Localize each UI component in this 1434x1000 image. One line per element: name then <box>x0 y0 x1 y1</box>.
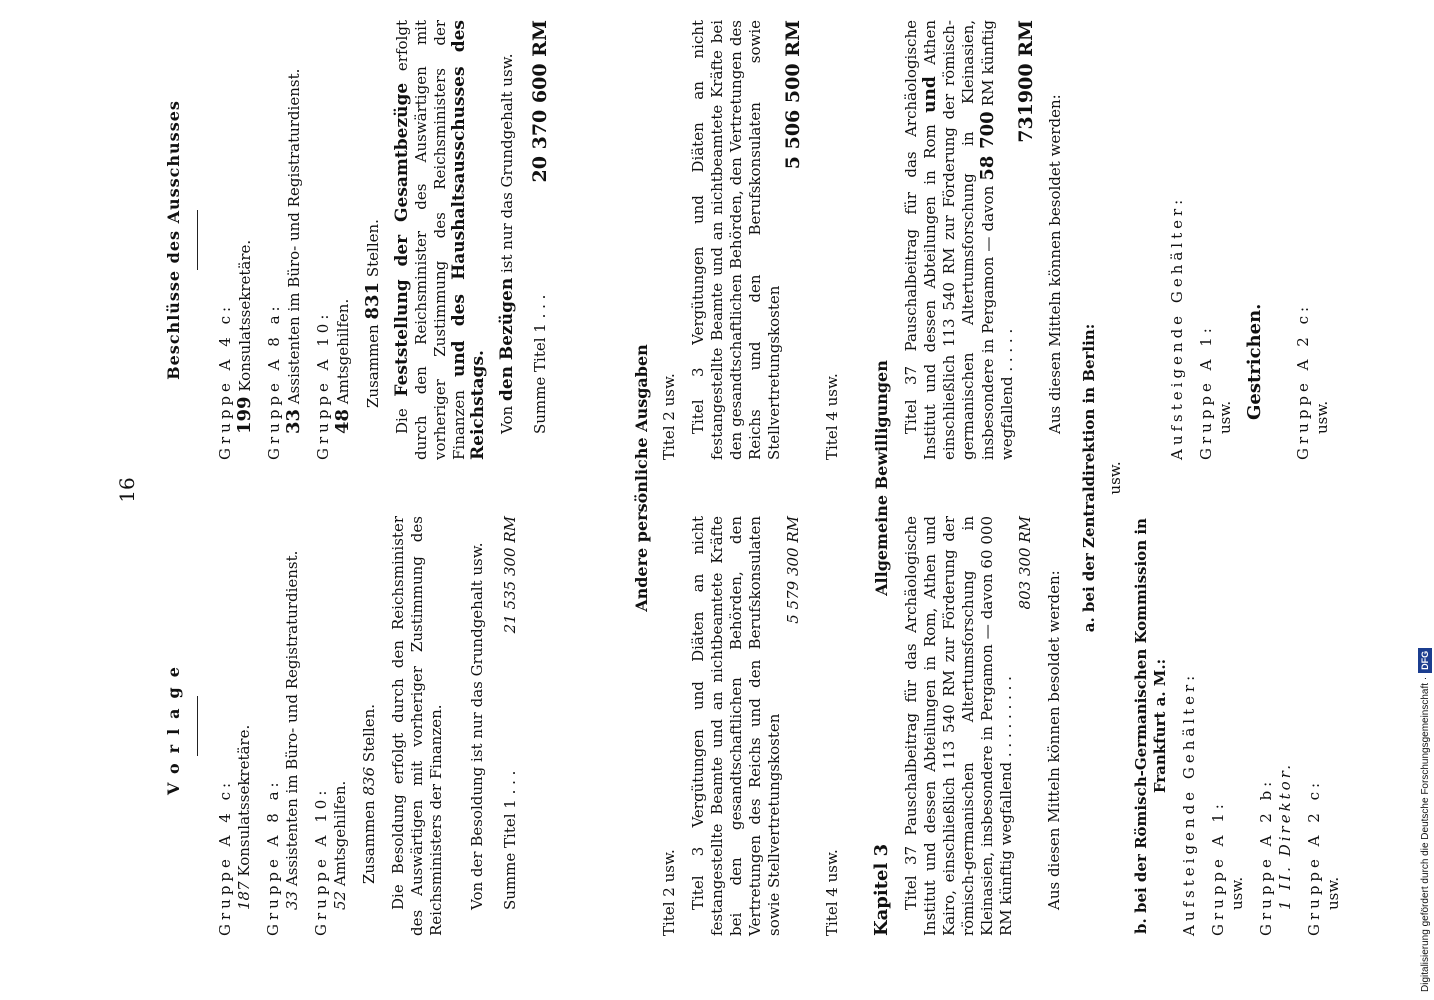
left-titel-37 <box>902 516 1064 936</box>
column-beschluesse <box>164 20 550 460</box>
dfg-logo: DFG <box>1418 648 1432 673</box>
group-entry <box>1305 516 1343 936</box>
right-titel-block <box>660 20 842 460</box>
rotated-document-page <box>40 20 1430 960</box>
group-label: Gruppe A 4 c: <box>216 302 234 460</box>
titel-37-text <box>902 20 1017 460</box>
group-text: Amtsgehilfen. <box>331 780 349 887</box>
group-count: 48 <box>332 408 353 434</box>
summe-value: 21 535 300 RM <box>501 516 519 634</box>
group-label: Gruppe A 1: <box>1209 800 1227 936</box>
vorlage-heading: Vorlage <box>164 657 183 795</box>
besoldung-grundgehalt: Von der Besoldung ist nur das Grundgehalt usw. <box>468 542 486 910</box>
t37-text: Titel 37 Pauschalbeitrag für das Archäologische Institut und dessen Abteilungen in Rom <box>902 20 939 460</box>
titel-4: Titel 4 usw. <box>823 373 841 460</box>
t37-text: RM künftig wegfallend . . . . . <box>979 20 1016 460</box>
summe-label: Summe Titel 1 . . . <box>501 770 519 910</box>
summe-value: 20 370 600 RM <box>529 20 551 183</box>
group-entry <box>265 20 304 460</box>
page-number: 16 <box>115 477 139 503</box>
group-label: Gruppe A 2 b: <box>1257 777 1275 936</box>
group-label: Gruppe A 10: <box>312 786 330 936</box>
t37-bold: 58 700 <box>977 111 998 181</box>
titel-37-value: 731900 RM <box>1015 20 1037 143</box>
left-titel-block <box>660 516 842 936</box>
group-label: Gruppe A 2 c: <box>1294 302 1312 460</box>
group-text: usw. <box>1324 876 1342 910</box>
group-text: Assistenten im Büro- und Registraturdienst. <box>285 68 303 405</box>
t37-bold: und <box>920 76 940 113</box>
titel-4: Titel 4 usw. <box>823 849 841 936</box>
group-count: 33 <box>283 408 304 434</box>
titel-3-text: Titel 3 Vergütungen und Diäten an nicht festangestellte Beamte und an nichtbeamtete Kräfte bei den gesandtschaftlichen Behörden, den Vertretungen des Reichs und den Berufskonsulaten sowie Stellvertretungskosten <box>689 20 783 460</box>
digitization-credit <box>1418 8 1432 992</box>
titel-2: Titel 2 usw. <box>660 849 678 936</box>
bezuegen-paragraph <box>498 20 517 460</box>
zusammen-count: 836 <box>360 766 378 796</box>
gestrichen-note: Gestrichen. <box>1244 303 1265 420</box>
mitteln-line: Aus diesen Mitteln können besoldet werden: <box>1045 570 1063 910</box>
zusammen-line <box>360 516 379 884</box>
summe-label: Summe Titel 1 . . . <box>531 294 549 434</box>
titel-37-value: 803 300 RM <box>1016 516 1034 610</box>
section-andere: Andere persönliche Ausgaben <box>632 344 651 612</box>
mitteln-line: Aus diesen Mitteln können besoldet werden: <box>1046 94 1064 434</box>
group-text: Assistenten im Büro- und Registraturdienst. <box>283 550 301 887</box>
group-label: Gruppe A 10: <box>314 310 332 460</box>
left-rgk-block <box>1132 516 1343 936</box>
t37-text: Athen einschließlich 113 540 RM zur Förderung der römisch-germanischen Altertumsforschung in Kleinasien, insbesondere in Pergamon — davon <box>921 20 997 460</box>
zusammen-suffix: Stellen. <box>364 219 382 278</box>
titel-3-text: Titel 3 Vergütungen und Diäten an nicht festangestellte Beamte und an nichtbeamtete Kräfte bei den gesandtschaftlichen Behörden, den Vertretungen des Reichs und den Berufskonsulaten sowie Stellvertretungskosten <box>689 516 783 936</box>
titel-3-value: 5 579 300 RM <box>784 516 802 624</box>
titel-3-value: 5 506 500 RM <box>782 20 804 170</box>
zentraldirektion-usw: usw. <box>1106 461 1124 495</box>
group-entry <box>1209 516 1247 936</box>
zusammen-prefix: Zusammen <box>360 800 378 884</box>
beschluesse-heading: Beschlüsse des Ausschusses <box>164 100 183 380</box>
right-titel-37 <box>902 20 1065 460</box>
zentraldirektion-heading: a. bei der Zentraldirektion in Berlin: <box>1080 323 1098 633</box>
group-entry <box>314 20 353 460</box>
heading-rule <box>197 210 198 270</box>
group-entry <box>264 516 302 936</box>
summe-titel-1 <box>531 20 550 460</box>
group-label: Gruppe A 4 c: <box>216 778 234 936</box>
group-count: 187 <box>235 881 253 910</box>
group-text: Konsulatssekretäre. <box>235 724 253 877</box>
aufsteigende-gehaelter: Aufsteigende Gehälter: <box>1180 671 1198 936</box>
zusammen-count: 831 <box>362 281 383 320</box>
group-label: Gruppe A 8 a: <box>264 778 282 936</box>
group-entry <box>312 516 350 936</box>
aufsteigende-gehaelter: Aufsteigende Gehälter: <box>1168 195 1186 460</box>
zusammen-suffix: Stellen. <box>360 703 378 763</box>
group-text: usw. <box>1228 876 1246 910</box>
fest-text: erfolgt durch den Reichsminister des Auswärtigen mit vorheriger Zustimmung des Reichsministers der Finanzen <box>393 20 468 460</box>
section-allgemeine: Allgemeine Bewilligungen <box>872 360 891 596</box>
heading-rule <box>197 696 198 756</box>
group-text: 1 II. Direktor. <box>1276 761 1294 910</box>
rgk-heading: b. bei der Römisch-Germanischen Kommission in Frankfurt a. M.: <box>1132 518 1169 934</box>
titel-2: Titel 2 usw. <box>660 373 678 460</box>
group-entry <box>1197 20 1235 460</box>
right-rgk-block <box>1158 20 1332 460</box>
fest-text: Die <box>393 408 411 434</box>
zusammen-line <box>363 20 383 408</box>
feststellung-paragraph <box>393 20 488 460</box>
group-label: Gruppe A 8 a: <box>265 302 283 460</box>
kapitel-label: Kapitel 3 <box>871 843 892 936</box>
group-text: usw. <box>1216 400 1234 434</box>
group-text: Amtsgehilfen. <box>334 298 352 405</box>
bez-text: Von <box>498 405 516 434</box>
column-vorlage <box>164 516 520 936</box>
group-count: 33 <box>283 890 301 910</box>
credit-text: Digitalisierung gefördert durch die Deutsche Forschungsgemeinschaft · <box>1420 676 1431 992</box>
group-entry <box>1294 20 1332 460</box>
fest-bold: Feststellung der Gesamtbezüge <box>392 82 412 397</box>
group-entry <box>216 20 255 460</box>
group-entry <box>1257 516 1295 936</box>
group-count: 199 <box>234 396 255 434</box>
besoldung-paragraph: Die Besoldung erfolgt durch den Reichsminister des Auswärtigen mit vorheriger Zustimmung des Reichsministers der Finanzen. <box>389 516 445 936</box>
bez-text: ist nur das Grundgehalt usw. <box>498 53 516 274</box>
group-label: Gruppe A 2 c: <box>1305 778 1323 936</box>
group-text: Konsulatssekretäre. <box>236 239 254 392</box>
fest-bold: und des Haushaltsausschusses des Reichstags. <box>449 20 488 460</box>
group-count: 52 <box>331 890 349 910</box>
group-text: usw. <box>1313 400 1331 434</box>
zusammen-prefix: Zusammen <box>364 324 382 408</box>
group-entry <box>216 516 254 936</box>
bez-bold: den Bezügen <box>497 277 517 402</box>
summe-titel-1 <box>501 516 520 936</box>
group-label: Gruppe A 1: <box>1197 324 1215 460</box>
titel-37-text: Titel 37 Pauschalbeitrag für das Archäologische Institut und dessen Abteilungen in Rom, Athen und Kairo, einschließlich 113 540 RM zur Förderung der römisch-germanischen Altertumsforschung in Kleinasien, insbesondere in Pergamon — davon 60 000 RM künftig wegfallend . . . . . . . . . <box>902 516 1015 936</box>
